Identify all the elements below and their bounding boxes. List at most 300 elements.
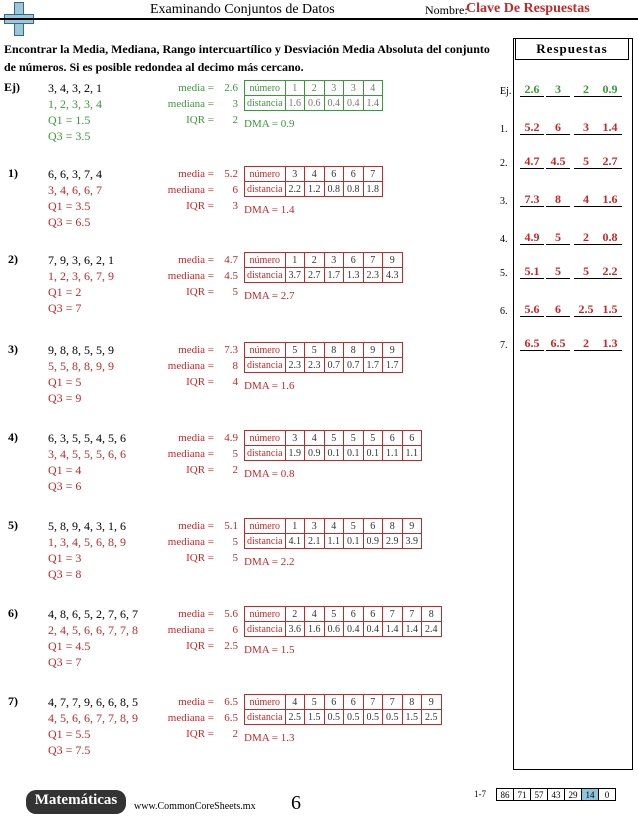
score-cell: 43 xyxy=(548,789,565,801)
q3-value: Q3 = 8 xyxy=(48,567,82,581)
numero-cell: 4 xyxy=(305,167,325,182)
iqr-value: 2.5 xyxy=(224,640,238,652)
sorted-set: 4, 5, 6, 6, 7, 7, 8, 9 xyxy=(48,711,138,725)
answer-row xyxy=(500,302,630,322)
distancia-cell: 1.4 xyxy=(383,622,403,637)
answer-value: 0.8 xyxy=(598,230,622,245)
data-set: 4, 7, 7, 9, 6, 6, 8, 5 xyxy=(48,695,138,709)
numero-header: número xyxy=(245,695,286,710)
problem-data xyxy=(48,166,102,230)
distancia-header: distancia xyxy=(245,446,286,461)
distancia-cell: 0.8 xyxy=(344,182,364,197)
iqr-label: IQR = xyxy=(186,200,214,212)
answer-value: 2 xyxy=(574,336,598,351)
media-label: media = xyxy=(178,696,214,708)
distancia-cell: 3.6 xyxy=(285,622,305,637)
distancia-cell: 0.5 xyxy=(344,710,364,725)
q1-value: Q1 = 3.5 xyxy=(48,199,91,213)
header-divider xyxy=(0,18,638,20)
answer-label: Ej. xyxy=(500,86,512,97)
answer-value: 2.5 xyxy=(574,302,598,317)
iqr-value: 2 xyxy=(232,114,238,126)
numero-cell: 4 xyxy=(305,431,325,446)
problem-data xyxy=(48,430,126,494)
numero-cell: 9 xyxy=(422,695,442,710)
q3-value: Q3 = 7.5 xyxy=(48,743,91,757)
problem xyxy=(0,342,510,422)
answer-value: 5 xyxy=(546,264,570,279)
numero-cell: 4 xyxy=(363,81,383,96)
distancia-cell: 1.1 xyxy=(383,446,403,461)
distancia-cell: 0.5 xyxy=(363,710,383,725)
distancia-cell: 0.1 xyxy=(344,446,364,461)
answer-value: 2 xyxy=(574,230,598,245)
numero-header: número xyxy=(245,431,286,446)
q1-value: Q1 = 4.5 xyxy=(48,639,91,653)
answer-value: 0.9 xyxy=(598,82,622,97)
iqr-label: IQR = xyxy=(186,640,214,652)
distancia-header: distancia xyxy=(245,358,286,373)
mediana-label: mediana = xyxy=(167,448,214,460)
score-cell: 71 xyxy=(514,789,531,801)
numero-cell: 2 xyxy=(305,81,325,96)
dma-value: DMA = 1.5 xyxy=(244,644,295,656)
sorted-set: 5, 5, 8, 8, 9, 9 xyxy=(48,359,114,373)
numero-header: número xyxy=(245,607,286,622)
answer-label: 5. xyxy=(500,268,508,279)
distancia-cell: 4.3 xyxy=(383,268,403,283)
numero-cell: 6 xyxy=(344,607,364,622)
answer-value: 6 xyxy=(546,302,570,317)
distancia-header: distancia xyxy=(245,96,286,111)
media-label: media = xyxy=(178,254,214,266)
problem-label: 3) xyxy=(8,342,18,356)
answer-value: 1.3 xyxy=(598,336,622,351)
distancia-cell: 0.5 xyxy=(383,710,403,725)
media-value: 5.2 xyxy=(224,168,238,180)
problem-data xyxy=(48,518,126,582)
media-value: 5.1 xyxy=(224,520,238,532)
answer-value: 3 xyxy=(574,120,598,135)
nombre-label: Nombre: xyxy=(425,3,468,17)
distancia-cell: 0.1 xyxy=(344,534,364,549)
distancia-cell: 0.7 xyxy=(324,358,344,373)
dma-value: DMA = 1.3 xyxy=(244,732,295,744)
answer-value: 6.5 xyxy=(520,336,544,351)
iqr-label: IQR = xyxy=(186,464,214,476)
answer-value: 2.7 xyxy=(598,154,622,169)
numero-cell: 5 xyxy=(363,431,383,446)
sorted-set: 1, 3, 4, 5, 6, 8, 9 xyxy=(48,535,126,549)
numero-cell: 7 xyxy=(383,607,403,622)
q3-value: Q3 = 6 xyxy=(48,479,82,493)
distancia-cell: 1.6 xyxy=(285,96,305,111)
mediana-value: 3 xyxy=(232,98,238,110)
numero-cell: 8 xyxy=(422,607,442,622)
distancia-cell: 0.6 xyxy=(324,622,344,637)
answer-row xyxy=(500,264,630,284)
numero-cell: 3 xyxy=(285,167,305,182)
distance-table xyxy=(244,518,422,549)
numero-cell: 5 xyxy=(285,343,305,358)
site-url: www.CommonCoreSheets.mx xyxy=(134,801,256,812)
iqr-label: IQR = xyxy=(186,286,214,298)
q1-value: Q1 = 4 xyxy=(48,463,82,477)
media-value: 5.6 xyxy=(224,608,238,620)
distancia-cell: 2.2 xyxy=(285,182,305,197)
answer-value: 5 xyxy=(546,230,570,245)
numero-cell: 6 xyxy=(383,431,403,446)
media-label: media = xyxy=(178,168,214,180)
numero-header: número xyxy=(245,519,286,534)
data-set: 7, 9, 3, 6, 2, 1 xyxy=(48,253,114,267)
numero-cell: 5 xyxy=(324,431,344,446)
numero-cell: 4 xyxy=(324,519,344,534)
iqr-value: 4 xyxy=(232,376,238,388)
distancia-cell: 4.1 xyxy=(285,534,305,549)
numero-cell: 7 xyxy=(383,695,403,710)
answer-label: 7. xyxy=(500,340,508,351)
numero-cell: 9 xyxy=(383,343,403,358)
data-set: 9, 8, 8, 5, 5, 9 xyxy=(48,343,114,357)
dma-value: DMA = 2.7 xyxy=(244,290,295,302)
numero-cell: 1 xyxy=(285,519,305,534)
distancia-cell: 2.9 xyxy=(383,534,403,549)
problem-data xyxy=(48,342,114,406)
problem-data xyxy=(48,252,114,316)
answer-label: 2. xyxy=(500,158,508,169)
answer-value: 5.6 xyxy=(520,302,544,317)
page-title: Examinando Conjuntos de Datos xyxy=(150,2,335,17)
q3-value: Q3 = 6.5 xyxy=(48,215,91,229)
answer-value: 2 xyxy=(574,82,598,97)
distancia-cell: 1.4 xyxy=(363,96,383,111)
distancia-cell: 1.5 xyxy=(305,710,325,725)
distancia-cell: 1.7 xyxy=(363,358,383,373)
distance-table xyxy=(244,342,403,373)
instructions: Encontrar la Media, Mediana, Rango intercuartílico y Desviación Media Absoluta del conjunto de números. Si es posible redondea al decimo más cercano. xyxy=(4,42,490,74)
distancia-header: distancia xyxy=(245,622,286,637)
dma-value: DMA = 2.2 xyxy=(244,556,295,568)
distancia-header: distancia xyxy=(245,710,286,725)
numero-cell: 1 xyxy=(285,81,305,96)
problem xyxy=(0,430,510,510)
numero-cell: 4 xyxy=(285,695,305,710)
distance-table xyxy=(244,430,422,461)
answer-row xyxy=(500,120,630,140)
distancia-cell: 2.3 xyxy=(363,268,383,283)
distancia-cell: 2.7 xyxy=(305,268,325,283)
sorted-set: 1, 2, 3, 3, 4 xyxy=(48,97,102,111)
score-cell: 14 xyxy=(582,789,599,801)
problem xyxy=(0,694,510,774)
q1-value: Q1 = 3 xyxy=(48,551,82,565)
answer-value: 7.3 xyxy=(520,192,544,207)
problem-label: Ej) xyxy=(4,80,20,94)
distancia-header: distancia xyxy=(245,268,286,283)
answer-value: 5.1 xyxy=(520,264,544,279)
numero-cell: 7 xyxy=(363,167,383,182)
distancia-cell: 0.4 xyxy=(363,622,383,637)
answer-value: 2.6 xyxy=(520,82,544,97)
mediana-value: 4.5 xyxy=(224,270,238,282)
data-set: 4, 8, 6, 5, 2, 7, 6, 7 xyxy=(48,607,138,621)
distancia-cell: 3.7 xyxy=(285,268,305,283)
answer-value: 5 xyxy=(574,264,598,279)
mediana-label: mediana = xyxy=(167,624,214,636)
distance-table xyxy=(244,80,383,111)
numero-cell: 6 xyxy=(344,695,364,710)
numero-cell: 4 xyxy=(305,607,325,622)
problem-label: 5) xyxy=(8,518,18,532)
numero-cell: 6 xyxy=(344,253,364,268)
answer-value: 6 xyxy=(546,120,570,135)
distancia-cell: 1.7 xyxy=(383,358,403,373)
numero-cell: 3 xyxy=(324,81,344,96)
media-label: media = xyxy=(178,344,214,356)
sorted-set: 2, 4, 5, 6, 6, 7, 7, 8 xyxy=(48,623,138,637)
numero-cell: 8 xyxy=(402,695,422,710)
iqr-value: 2 xyxy=(232,464,238,476)
problem-label: 1) xyxy=(8,166,18,180)
score-table xyxy=(496,788,616,801)
numero-cell: 9 xyxy=(402,519,422,534)
mediana-value: 5 xyxy=(232,536,238,548)
mediana-value: 5 xyxy=(232,448,238,460)
distancia-cell: 0.8 xyxy=(324,182,344,197)
numero-cell: 3 xyxy=(344,81,364,96)
distancia-cell: 0.5 xyxy=(324,710,344,725)
media-label: media = xyxy=(178,608,214,620)
media-label: media = xyxy=(178,82,214,94)
answer-value: 4.9 xyxy=(520,230,544,245)
score-cell: 0 xyxy=(599,789,616,801)
answer-label: 4. xyxy=(500,234,508,245)
distancia-cell: 0.6 xyxy=(305,96,325,111)
numero-cell: 6 xyxy=(402,431,422,446)
numero-cell: 1 xyxy=(285,253,305,268)
problem-label: 4) xyxy=(8,430,18,444)
distance-table xyxy=(244,694,442,725)
answer-value: 4.5 xyxy=(546,154,570,169)
distancia-cell: 1.5 xyxy=(402,710,422,725)
numero-cell: 3 xyxy=(305,519,325,534)
numero-header: número xyxy=(245,167,286,182)
media-value: 2.6 xyxy=(224,82,238,94)
mediana-label: mediana = xyxy=(167,184,214,196)
numero-cell: 5 xyxy=(344,431,364,446)
iqr-label: IQR = xyxy=(186,552,214,564)
numero-cell: 7 xyxy=(402,607,422,622)
data-set: 6, 6, 3, 7, 4 xyxy=(48,167,102,181)
numero-cell: 9 xyxy=(363,343,383,358)
numero-cell: 6 xyxy=(363,607,383,622)
problem-data xyxy=(48,694,138,758)
problem-label: 2) xyxy=(8,252,18,266)
distancia-cell: 1.3 xyxy=(344,268,364,283)
sorted-set: 3, 4, 6, 6, 7 xyxy=(48,183,102,197)
answer-value: 3 xyxy=(546,82,570,97)
mediana-value: 6 xyxy=(232,184,238,196)
distancia-cell: 2.3 xyxy=(285,358,305,373)
distancia-cell: 0.4 xyxy=(324,96,344,111)
numero-cell: 2 xyxy=(285,607,305,622)
answer-row xyxy=(500,192,630,212)
distancia-cell: 2.4 xyxy=(422,622,442,637)
distancia-cell: 1.2 xyxy=(305,182,325,197)
numero-cell: 7 xyxy=(363,253,383,268)
numero-cell: 5 xyxy=(305,343,325,358)
sorted-set: 1, 2, 3, 6, 7, 9 xyxy=(48,269,114,283)
answer-value: 4 xyxy=(574,192,598,207)
iqr-label: IQR = xyxy=(186,728,214,740)
dma-value: DMA = 0.9 xyxy=(244,118,295,130)
iqr-label: IQR = xyxy=(186,376,214,388)
distancia-header: distancia xyxy=(245,534,286,549)
numero-cell: 6 xyxy=(324,167,344,182)
distancia-cell: 1.6 xyxy=(305,622,325,637)
answers-header: Respuestas xyxy=(515,38,629,60)
distancia-cell: 0.4 xyxy=(344,96,364,111)
q1-value: Q1 = 5 xyxy=(48,375,82,389)
distancia-cell: 1.4 xyxy=(402,622,422,637)
distancia-cell: 2.3 xyxy=(305,358,325,373)
numero-cell: 5 xyxy=(324,607,344,622)
mediana-label: mediana = xyxy=(167,360,214,372)
distancia-cell: 1.9 xyxy=(285,446,305,461)
answer-value: 1.6 xyxy=(598,192,622,207)
score-range: 1-7 xyxy=(474,789,486,799)
distancia-cell: 1.8 xyxy=(363,182,383,197)
numero-header: número xyxy=(245,343,286,358)
numero-cell: 6 xyxy=(344,167,364,182)
answer-value: 2.2 xyxy=(598,264,622,279)
iqr-value: 2 xyxy=(232,728,238,740)
dma-value: DMA = 0.8 xyxy=(244,468,295,480)
distancia-cell: 2.1 xyxy=(305,534,325,549)
iqr-value: 5 xyxy=(232,552,238,564)
iqr-value: 5 xyxy=(232,286,238,298)
numero-cell: 9 xyxy=(383,253,403,268)
numero-cell: 6 xyxy=(363,519,383,534)
media-value: 7.3 xyxy=(224,344,238,356)
distancia-cell: 0.7 xyxy=(344,358,364,373)
iqr-value: 3 xyxy=(232,200,238,212)
distancia-cell: 0.1 xyxy=(324,446,344,461)
answer-value: 6.5 xyxy=(546,336,570,351)
numero-cell: 8 xyxy=(324,343,344,358)
data-set: 5, 8, 9, 4, 3, 1, 6 xyxy=(48,519,126,533)
brand-label: Matemáticas xyxy=(34,792,118,808)
data-set: 3, 4, 3, 2, 1 xyxy=(48,81,102,95)
score-cell: 86 xyxy=(497,789,514,801)
distancia-cell: 1.1 xyxy=(324,534,344,549)
distancia-cell: 0.9 xyxy=(363,534,383,549)
numero-header: número xyxy=(245,253,286,268)
media-value: 4.9 xyxy=(224,432,238,444)
answer-value: 8 xyxy=(546,192,570,207)
answer-value: 4.7 xyxy=(520,154,544,169)
mediana-value: 8 xyxy=(232,360,238,372)
page-number: 6 xyxy=(291,792,301,814)
example-problem xyxy=(0,80,510,160)
score-cell: 29 xyxy=(565,789,582,801)
dma-value: DMA = 1.4 xyxy=(244,204,295,216)
answer-value: 5.2 xyxy=(520,120,544,135)
media-value: 6.5 xyxy=(224,696,238,708)
numero-cell: 6 xyxy=(324,695,344,710)
answer-row xyxy=(500,154,630,174)
sorted-set: 3, 4, 5, 5, 5, 6, 6 xyxy=(48,447,126,461)
numero-cell: 5 xyxy=(344,519,364,534)
mediana-label: mediana = xyxy=(167,98,214,110)
mediana-value: 6.5 xyxy=(224,712,238,724)
problem-label: 7) xyxy=(8,694,18,708)
answer-label: 3. xyxy=(500,196,508,207)
numero-cell: 8 xyxy=(344,343,364,358)
answer-value: 5 xyxy=(574,154,598,169)
problem-data xyxy=(48,606,138,670)
q1-value: Q1 = 1.5 xyxy=(48,113,91,127)
problem xyxy=(0,166,510,246)
distancia-cell: 0.9 xyxy=(305,446,325,461)
q3-value: Q3 = 3.5 xyxy=(48,129,91,143)
answer-row xyxy=(500,230,630,250)
numero-cell: 2 xyxy=(305,253,325,268)
q3-value: Q3 = 9 xyxy=(48,391,82,405)
problem xyxy=(0,518,510,598)
numero-header: número xyxy=(245,81,286,96)
distancia-cell: 1.1 xyxy=(402,446,422,461)
score-cell: 57 xyxy=(531,789,548,801)
q1-value: Q1 = 2 xyxy=(48,285,82,299)
problem xyxy=(0,252,510,332)
distance-table xyxy=(244,252,403,283)
mediana-value: 6 xyxy=(232,624,238,636)
distancia-cell: 3.9 xyxy=(402,534,422,549)
answer-value: 1.4 xyxy=(598,120,622,135)
q3-value: Q3 = 7 xyxy=(48,301,82,315)
dma-value: DMA = 1.6 xyxy=(244,380,295,392)
answer-value: 1.5 xyxy=(598,302,622,317)
iqr-label: IQR = xyxy=(186,114,214,126)
distance-table xyxy=(244,606,442,637)
distancia-cell: 2.5 xyxy=(422,710,442,725)
mediana-label: mediana = xyxy=(167,270,214,282)
numero-cell: 7 xyxy=(363,695,383,710)
distancia-header: distancia xyxy=(245,182,286,197)
q1-value: Q1 = 5.5 xyxy=(48,727,91,741)
distancia-cell: 1.7 xyxy=(324,268,344,283)
numero-cell: 5 xyxy=(305,695,325,710)
distance-table xyxy=(244,166,383,197)
media-label: media = xyxy=(178,520,214,532)
media-value: 4.7 xyxy=(224,254,238,266)
mediana-label: mediana = xyxy=(167,536,214,548)
mediana-label: mediana = xyxy=(167,712,214,724)
answer-label: 1. xyxy=(500,124,508,135)
problem xyxy=(0,606,510,686)
answer-row xyxy=(500,336,630,356)
answer-row xyxy=(500,82,630,102)
problem-data xyxy=(48,80,102,144)
nombre-value: Clave De Respuestas xyxy=(466,1,590,16)
distancia-cell: 0.4 xyxy=(344,622,364,637)
answers-column xyxy=(513,38,633,770)
distancia-cell: 2.5 xyxy=(285,710,305,725)
numero-cell: 3 xyxy=(285,431,305,446)
data-set: 6, 3, 5, 5, 4, 5, 6 xyxy=(48,431,126,445)
